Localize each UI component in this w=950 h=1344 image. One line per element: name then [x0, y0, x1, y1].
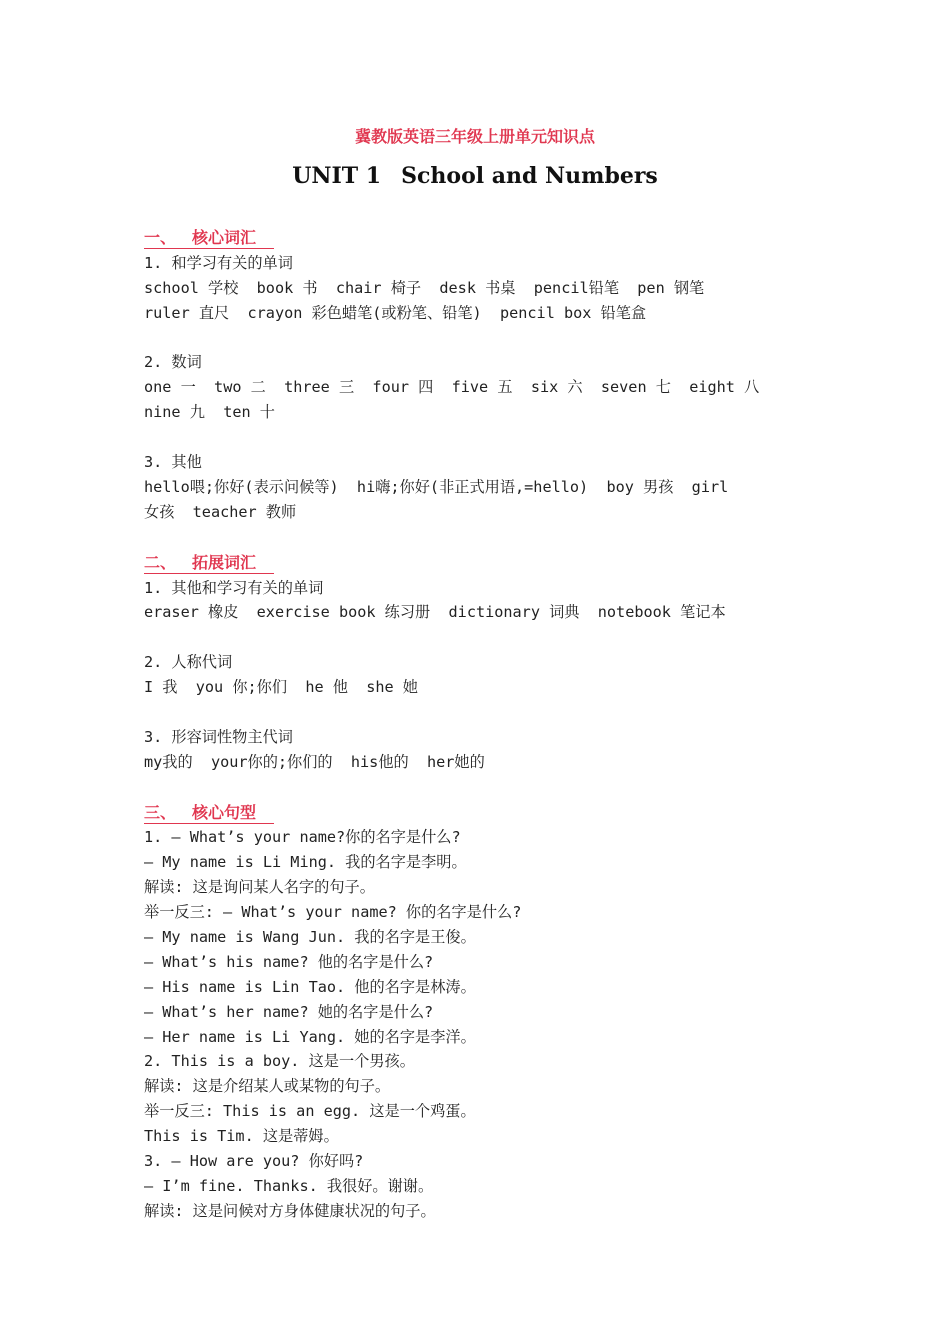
text-line: school 学校 book 书 chair 椅子 desk 书桌 pencil铅笔 pen 钢笔 [144, 278, 705, 297]
text-line: 1. 和学习有关的单词 [144, 253, 293, 272]
text-line: — My name is Wang Jun. 我的名字是王俊。 [144, 927, 476, 946]
unit-title [0, 163, 950, 189]
text-line: 解读: 这是询问某人名字的句子。 [144, 878, 375, 897]
text-line: one 一 two 二 three 三 four 四 five 五 six 六 seven 七 eight 八 [144, 378, 760, 397]
text-line: 2. This is a boy. 这是一个男孩。 [144, 1052, 415, 1071]
section-heading-core-vocabulary [144, 227, 274, 249]
section-title: 核心句型 [192, 802, 257, 822]
text-line: 3. 其他 [144, 453, 202, 472]
text-line: 女孩 teacher 教师 [144, 502, 297, 521]
text-line: 解读: 这是问候对方身体健康状况的句子。 [144, 1201, 436, 1220]
unit-name: School and Numbers [401, 163, 658, 189]
text-line: 3. — How are you? 你好吗? [144, 1152, 364, 1170]
section-heading-extended-vocabulary [144, 552, 274, 574]
blank-line [144, 775, 814, 800]
section-title: 拓展词汇 [192, 552, 257, 572]
section-heading-core-sentences [144, 802, 274, 824]
text-line: 1. 其他和学习有关的单词 [144, 578, 324, 597]
text-line: nine 九 ten 十 [144, 403, 275, 422]
section-number: 二、 [144, 552, 177, 572]
text-line: — Her name is Li Yang. 她的名字是李洋。 [144, 1027, 476, 1046]
section-title: 核心词汇 [192, 228, 257, 247]
text-line: 1. — What’s your name?你的名字是什么? [144, 828, 461, 847]
text-line: 3. 形容词性物主代词 [144, 727, 293, 746]
document-body [144, 225, 814, 1224]
text-line: I 我 you 你;你们 he 他 she 她 [144, 678, 418, 697]
document-subtitle: 冀教版英语三年级上册单元知识点 [354, 127, 595, 146]
unit-number: UNIT 1 [292, 163, 382, 189]
text-line: This is Tim. 这是蒂姆。 [144, 1127, 339, 1146]
text-line: eraser 橡皮 exercise book 练习册 dictionary 词典 notebook 笔记本 [144, 603, 726, 622]
text-line: hello喂;你好(表示问候等) hi嗨;你好(非正式用语,=hello) boy 男孩 girl [144, 477, 729, 496]
blank-line [144, 700, 814, 725]
text-line: 举一反三: — What’s your name? 你的名字是什么? [144, 903, 522, 922]
text-line: 2. 人称代词 [144, 653, 233, 672]
text-line: — His name is Lin Tao. 他的名字是林涛。 [144, 977, 476, 996]
blank-line [144, 525, 814, 550]
text-line: ruler 直尺 crayon 彩色蜡笔(或粉笔、铅笔) pencil box 铅笔盒 [144, 303, 647, 322]
blank-line [144, 326, 814, 351]
document-header [0, 126, 950, 189]
text-line: 举一反三: This is an egg. 这是一个鸡蛋。 [144, 1102, 476, 1121]
blank-line [144, 625, 814, 650]
text-line: — I’m fine. Thanks. 我很好。谢谢。 [144, 1176, 434, 1195]
section-number: 三、 [144, 802, 177, 822]
section-number: 一、 [144, 228, 177, 247]
text-line: 解读: 这是介绍某人或某物的句子。 [144, 1077, 391, 1096]
blank-line [144, 425, 814, 450]
text-line: 2. 数词 [144, 353, 202, 372]
text-line: my我的 your你的;你们的 his他的 her她的 [144, 752, 485, 771]
text-line: — What’s her name? 她的名字是什么? [144, 1002, 434, 1021]
text-line: — My name is Li Ming. 我的名字是李明。 [144, 853, 467, 872]
text-line: — What’s his name? 他的名字是什么? [144, 952, 434, 971]
